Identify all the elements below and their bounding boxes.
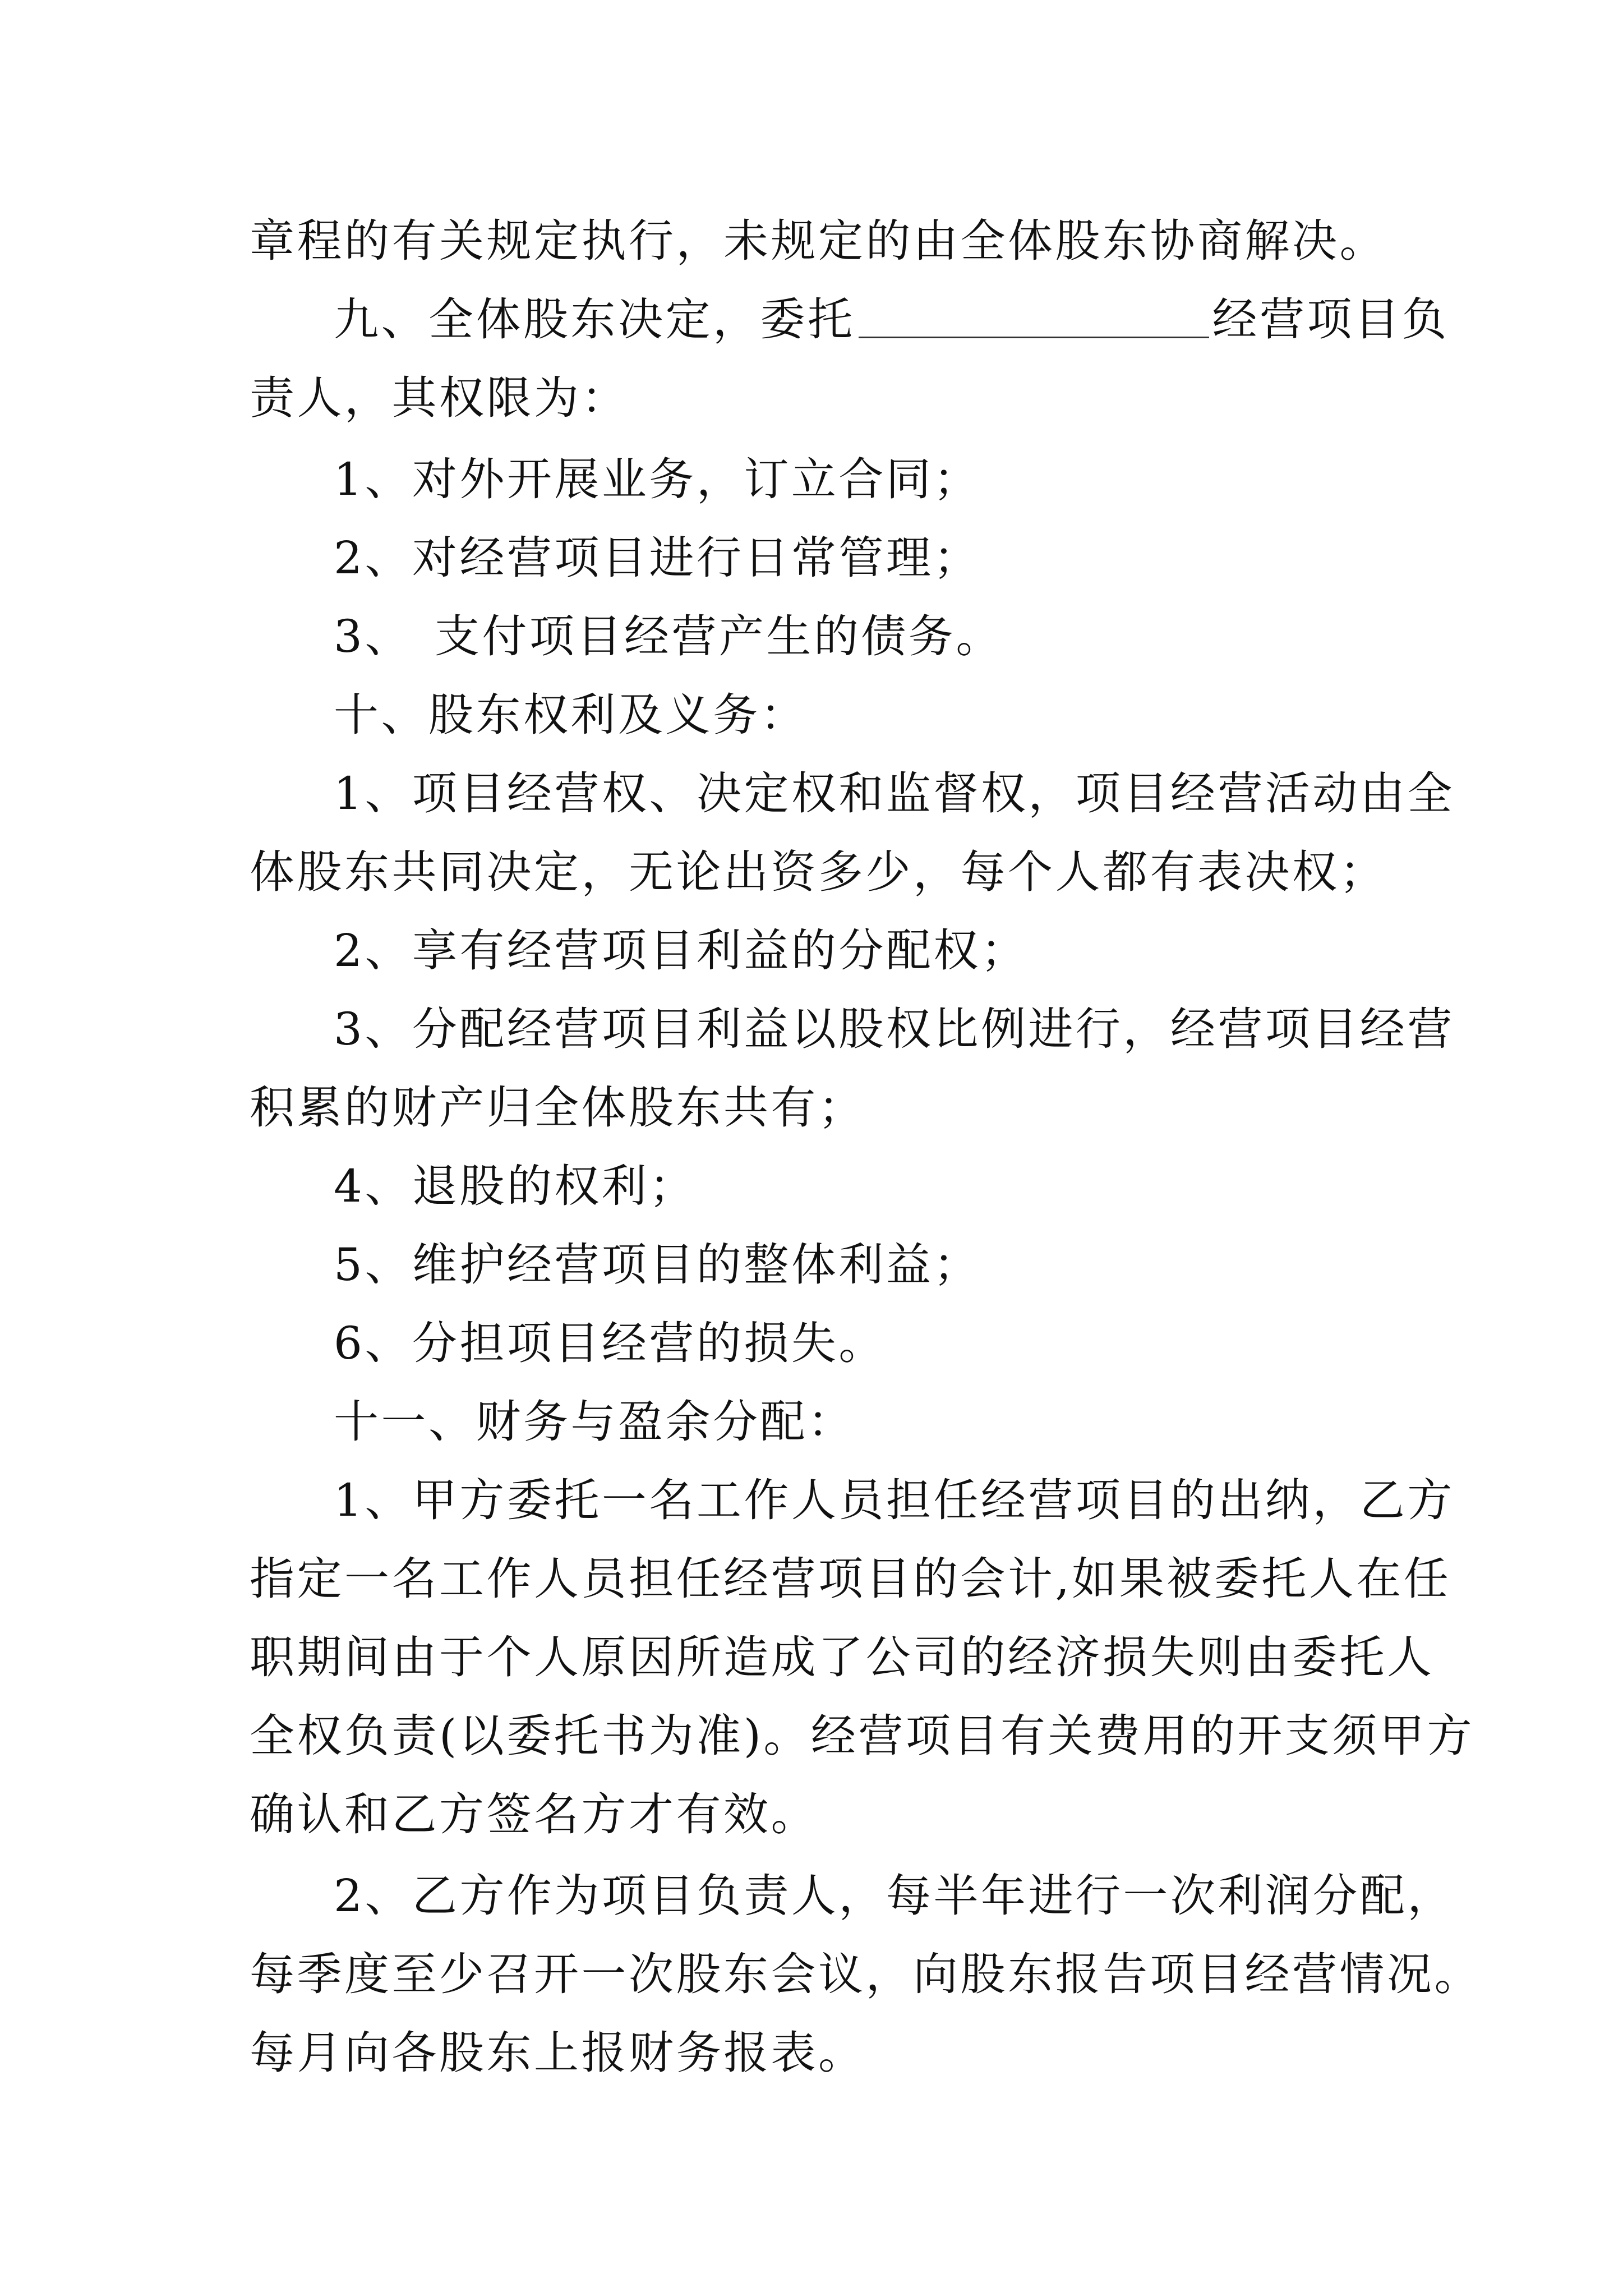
blank-underline bbox=[859, 286, 1209, 338]
text-line: 2、享有经营项目利益的分配权； bbox=[334, 924, 1029, 977]
text-line: 体股东共同决定，无论出资多少，每个人都有表决权； bbox=[250, 846, 1387, 898]
text-line: 每季度至少召开一次股东会议，向股东报告项目经营情况。 bbox=[250, 1948, 1482, 2000]
text-line: 4、退股的权利； bbox=[334, 1160, 697, 1212]
text-line: 确认和乙方签名方才有效。 bbox=[250, 1788, 818, 1841]
text-segment: 经营项目负 bbox=[1212, 293, 1449, 346]
text-line: 1、项目经营权、决定权和监督权，项目经营活动由全 bbox=[334, 767, 1455, 820]
text-line: 积累的财产归全体股东共有； bbox=[250, 1082, 866, 1134]
text-line: 1、对外开展业务，订立合同； bbox=[334, 453, 981, 505]
text-line: 章程的有关规定执行，未规定的由全体股东协商解决。 bbox=[250, 215, 1387, 267]
text-segment: 支付项目经营产生的债务。 bbox=[434, 610, 1003, 662]
text-line: 1、甲方委托一名工作人员担任经营项目的出纳，乙方 bbox=[334, 1474, 1455, 1526]
text-segment: 3、 bbox=[334, 610, 412, 662]
text-line: 每月向各股东上报财务报表。 bbox=[250, 2027, 866, 2079]
text-line: 5、维护经营项目的整体利益； bbox=[334, 1239, 981, 1291]
text-line: 职期间由于个人原因所造成了公司的经济损失则由委托人 bbox=[250, 1631, 1435, 1683]
text-line bbox=[334, 286, 1449, 353]
text-line: 十一、财务与盈余分配： bbox=[334, 1396, 855, 1448]
text-line: 2、对经营项目进行日常管理； bbox=[334, 532, 981, 584]
text-line: 责人，其权限为： bbox=[250, 372, 629, 424]
text-line: 6、分担项目经营的损失。 bbox=[334, 1317, 886, 1369]
text-segment: 九、全体股东决定，委托 bbox=[334, 293, 855, 346]
text-line: 2、乙方作为项目负责人，每半年进行一次利润分配， bbox=[334, 1870, 1455, 1922]
text-line: 指定一名工作人员担任经营项目的会计,如果被委托人在任 bbox=[250, 1553, 1451, 1605]
text-line: 全权负责(以委托书为准)。经营项目有关费用的开支须甲方 bbox=[250, 1710, 1474, 1762]
text-line: 3、分配经营项目利益以股权比例进行，经营项目经营 bbox=[334, 1003, 1455, 1055]
text-line: 十、股东权利及义务： bbox=[334, 689, 808, 741]
text-line bbox=[334, 603, 1003, 670]
